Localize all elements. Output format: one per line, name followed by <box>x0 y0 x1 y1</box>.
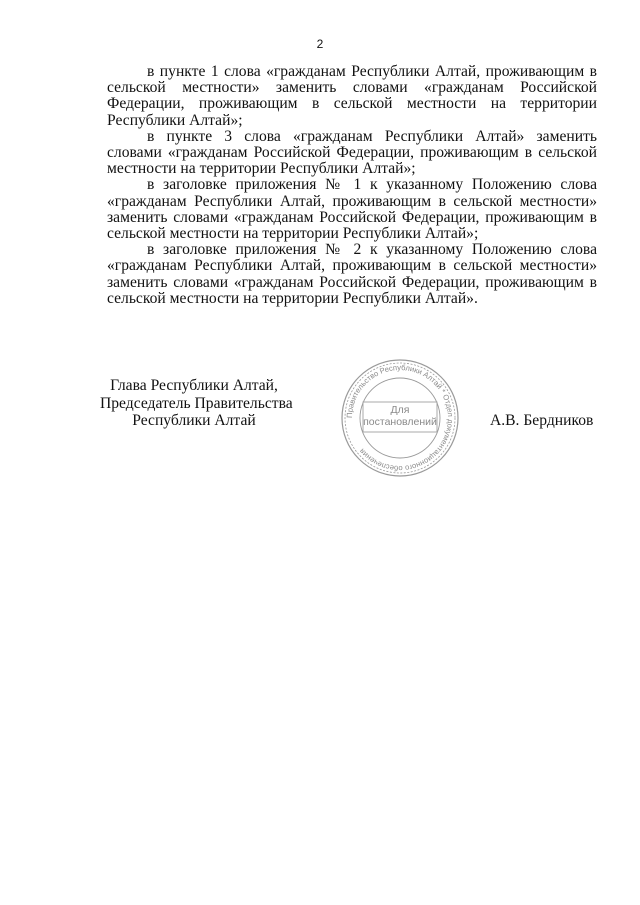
official-seal-stamp <box>339 357 461 479</box>
seal-ring-text: Правительство Республики Алтай * Отдел документационного обеспечения <box>344 362 456 474</box>
body-text <box>107 64 597 307</box>
signatory-title-line: Председатель Правительства <box>100 394 293 412</box>
signatory-title-line: Республики Алтай <box>132 412 256 429</box>
seal-inner-line: постановлений <box>363 416 437 428</box>
page-number: 2 <box>316 37 324 51</box>
paragraph-2: в пункте 3 слова «гражданам Республики Алтай» заменить словами «гражданам Российской Федерации, проживающим в сельской местности на территории Республики Алтай»; <box>107 127 597 178</box>
signatory-title <box>100 377 293 430</box>
paragraph-1: в пункте 1 слова «гражданам Республики Алтай, проживающим в сельской местности» заменить словами «гражданам Российской Федерации, проживающим в сельской местности на территории Республики Алтай»; <box>107 63 597 129</box>
paragraph-4: в заголовке приложения № 2 к указанному Положению слова «гражданам Республики Алтай, проживающим в сельской местности» заменить словами «гражданам Российской Федерации, проживающим в сельской местности на территории Республики Алтай». <box>107 241 597 307</box>
seal-inner-line: Для <box>390 404 410 416</box>
signatory-title-line: Глава Республики Алтай, <box>110 377 278 394</box>
signer-name: А.В. Бердников <box>490 412 594 429</box>
seal-inner-label <box>339 404 461 428</box>
paragraph-3: в заголовке приложения № 1 к указанному Положению слова «гражданам Республики Алтай, проживающим в сельской местности» заменить словами «гражданам Российской Федерации, проживающим в сельской местности на территории Республики Алтай»; <box>107 176 597 243</box>
